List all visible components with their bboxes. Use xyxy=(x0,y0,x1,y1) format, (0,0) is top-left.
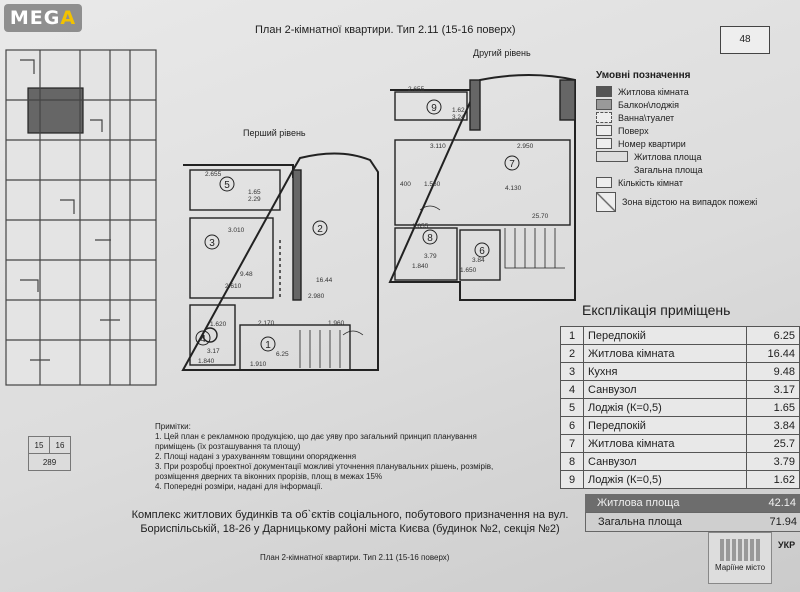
room-number-6: 6 xyxy=(479,246,485,257)
developer-logo: Маріїне місто xyxy=(708,532,772,584)
note-4: 4. Попередні розміри, надані для інформації. xyxy=(155,482,323,491)
legend-title: Умовні позначення xyxy=(596,70,691,81)
room-name: Лоджія (К=0,5) xyxy=(584,399,747,417)
area-symbol xyxy=(596,151,628,162)
legend-panel xyxy=(596,70,786,215)
note-2: 2. Площі надані з урахуванням товщини опорядження xyxy=(155,452,357,461)
dim-ab: 3.84 xyxy=(472,257,485,264)
room-area: 25.7 xyxy=(747,435,800,453)
room-name: Житлова кімната xyxy=(584,345,747,363)
dim-aa: 1.840 xyxy=(412,263,429,270)
explication-row xyxy=(561,417,800,435)
legend-bathroom: Ванна\туалет xyxy=(618,112,675,123)
dim-t: 2.950 xyxy=(517,143,534,150)
room-name: Житлова кімната xyxy=(584,435,747,453)
floor-16: 16 xyxy=(50,437,71,454)
dim-m: 1.840 xyxy=(198,358,215,365)
project-description: Комплекс житлових будинків та об`єктів соціального, побутового призначення на вул. Бориспільській, 18-26 у Дарницькому районі міста Києва (будинок №2, секція №2) xyxy=(131,509,569,535)
dim-n: 6.25 xyxy=(276,351,289,358)
dim-x: 25.70 xyxy=(532,213,549,220)
dim-o: 1.910 xyxy=(250,361,267,368)
room-number-7: 7 xyxy=(509,159,515,170)
explication-row xyxy=(561,471,800,489)
page-number: 48 xyxy=(720,26,770,54)
explication-row xyxy=(561,327,800,345)
dim-a: 2.655 xyxy=(205,171,222,178)
floor-symbol xyxy=(596,125,612,136)
dim-s: 3.110 xyxy=(430,143,446,150)
room-area: 6.25 xyxy=(747,327,800,345)
footer-caption: План 2-кімнатної квартири. Тип 2.11 (15-16 поверх) xyxy=(260,553,450,562)
dimension-labels xyxy=(198,86,549,368)
sheet-title: План 2-кімнатної квартири. Тип 2.11 (15-16 поверх) xyxy=(255,24,516,36)
room-index: 5 xyxy=(561,399,584,417)
room-number-3: 3 xyxy=(209,238,215,249)
building-key-plan xyxy=(6,50,156,385)
note-1: 1. Цей план є рекламною продукцією, що дає уяву про загальний принцип планування приміщень (їх розташування та площу) xyxy=(155,432,477,451)
dim-q: 1.62 xyxy=(452,107,465,114)
explication-row xyxy=(561,381,800,399)
mega-watermark-logo: MEGA xyxy=(4,4,82,32)
balcony-swatch xyxy=(596,99,612,110)
dim-z: 3.79 xyxy=(424,253,437,260)
dim-h: 2.980 xyxy=(308,293,325,300)
level-2-label: Другий рівень xyxy=(473,48,531,58)
legend-fire-zone: Зона відстою на випадок пожежі xyxy=(622,197,758,207)
total-area: Загальна площа 71.94 xyxy=(585,512,800,532)
notes-block xyxy=(155,422,515,492)
dim-l: 3.17 xyxy=(207,348,220,355)
notes-title: Примітки: xyxy=(155,422,191,431)
dim-p: 2.655 xyxy=(408,86,425,93)
room-number-1: 1 xyxy=(265,340,271,351)
room-area: 1.65 xyxy=(747,399,800,417)
room-index: 9 xyxy=(561,471,584,489)
floor-15: 15 xyxy=(29,437,50,454)
room-number-9: 9 xyxy=(431,103,437,114)
dim-ac: 1.650 xyxy=(460,267,477,274)
room-area: 16.44 xyxy=(747,345,800,363)
room-name: Санвузол xyxy=(584,381,747,399)
room-area: 3.17 xyxy=(747,381,800,399)
room-name: Передпокій xyxy=(584,327,747,345)
room-index: 6 xyxy=(561,417,584,435)
explication-row xyxy=(561,453,800,471)
room-number-8: 8 xyxy=(427,233,433,244)
room-index: 1 xyxy=(561,327,584,345)
dim-y: 1.655 xyxy=(412,223,429,230)
explication-row xyxy=(561,435,800,453)
room-name: Санвузол xyxy=(584,453,747,471)
room-index: 2 xyxy=(561,345,584,363)
room-number-4: 4 xyxy=(200,334,206,345)
room-name: Кухня xyxy=(584,363,747,381)
room-name: Лоджія (К=0,5) xyxy=(584,471,747,489)
dim-b: 1.65 xyxy=(248,189,261,196)
first-level-plan xyxy=(183,153,378,370)
level-1-label: Перший рівень xyxy=(243,128,306,138)
explication-row xyxy=(561,345,800,363)
room-index: 8 xyxy=(561,453,584,471)
explication-row xyxy=(561,399,800,417)
apartment-number-symbol xyxy=(596,138,612,149)
dim-f: 2.610 xyxy=(225,283,242,290)
dim-j: 1.960 xyxy=(328,320,345,327)
living-room-swatch xyxy=(596,86,612,97)
room-index: 3 xyxy=(561,363,584,381)
dim-k: 1.620 xyxy=(210,321,227,328)
fire-zone-symbol xyxy=(596,192,616,212)
dim-v: 1.560 xyxy=(424,181,441,188)
explication-row xyxy=(561,363,800,381)
dim-r: 3.24 xyxy=(452,114,465,121)
dim-w: 4.130 xyxy=(505,185,522,192)
explication-table xyxy=(560,326,800,489)
dim-g: 16.44 xyxy=(316,277,333,284)
second-logo: УКР xyxy=(778,540,796,550)
legend-total-area: Загальна площа xyxy=(634,164,703,175)
dim-d: 3.010 xyxy=(228,227,245,234)
legend-balcony: Балкон\лоджія xyxy=(618,99,679,110)
dim-u: 400 xyxy=(400,181,411,188)
room-name: Передпокій xyxy=(584,417,747,435)
room-index: 4 xyxy=(561,381,584,399)
apartment-number: 289 xyxy=(29,454,71,471)
legend-floor: Поверх xyxy=(618,125,649,136)
room-index: 7 xyxy=(561,435,584,453)
living-area-total: Житлова площа 42.14 xyxy=(585,494,800,512)
room-number-5: 5 xyxy=(224,180,230,191)
legend-room-count: Кількість кімнат xyxy=(618,177,683,188)
room-count-symbol xyxy=(596,177,612,188)
room-area: 9.48 xyxy=(747,363,800,381)
room-area: 3.79 xyxy=(747,453,800,471)
explication-title: Експлікація приміщень xyxy=(582,302,731,318)
legend-living: Житлова кімната xyxy=(618,86,689,97)
legend-living-area: Житлова площа xyxy=(634,151,702,162)
room-area: 1.62 xyxy=(747,471,800,489)
room-number-2: 2 xyxy=(317,224,323,235)
dim-e: 9.48 xyxy=(240,271,253,278)
bathroom-swatch xyxy=(596,112,612,123)
legend-apartment-number: Номер квартири xyxy=(618,138,686,149)
dim-i: 2.170 xyxy=(258,320,275,327)
note-3: 3. При розробці проектної документації можливі уточнення планувальних рішень, розмірів, розміщення дверних та віконних прорізів, площ в межах 15% xyxy=(155,462,494,481)
room-area: 3.84 xyxy=(747,417,800,435)
dim-c: 2.29 xyxy=(248,196,261,203)
floor-numbers-table xyxy=(28,436,71,471)
